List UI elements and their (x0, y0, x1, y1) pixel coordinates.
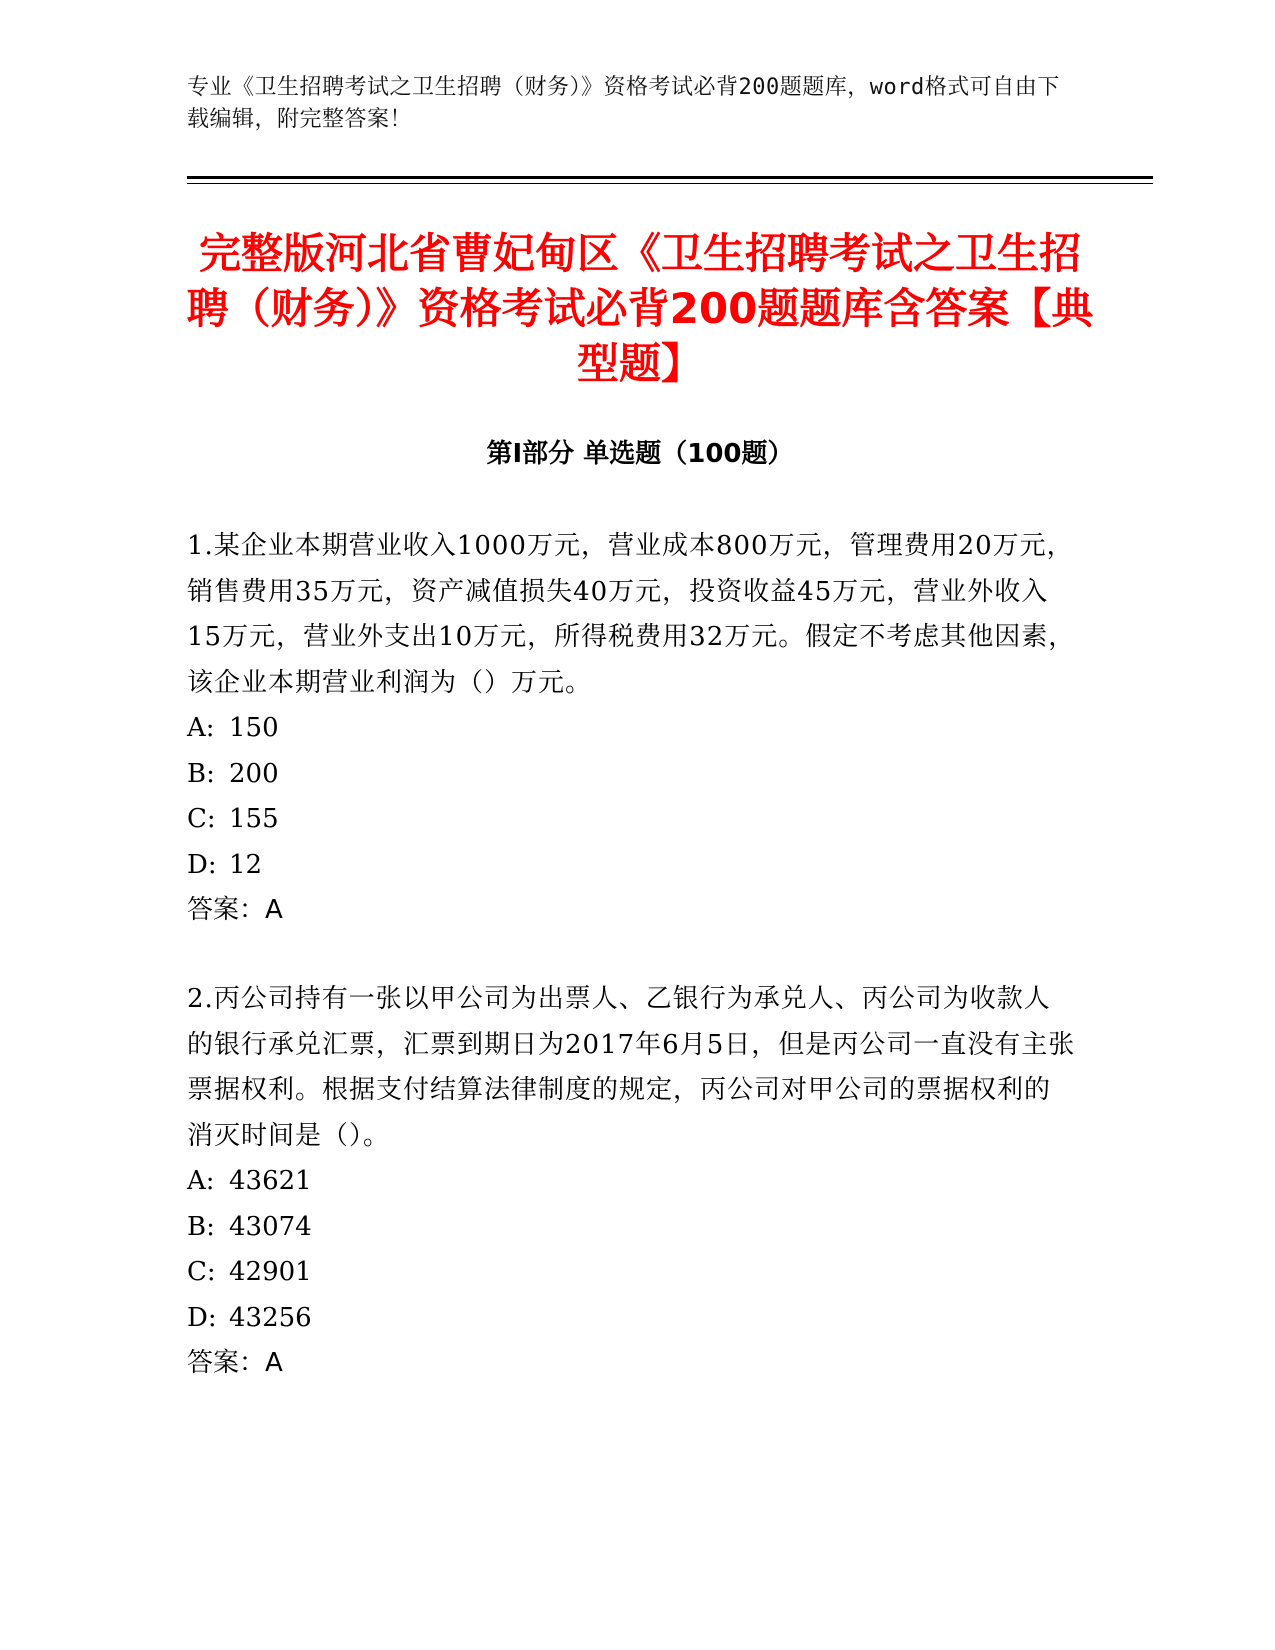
option-a (187, 1159, 1077, 1205)
question-2 (187, 977, 1077, 1387)
answer-line: 答案：A (187, 895, 283, 925)
option-text: 43621 (229, 1166, 312, 1196)
option-a (187, 706, 1077, 752)
option-text: 42901 (229, 1257, 312, 1287)
answer-line: 答案：A (187, 1348, 283, 1378)
header-note: 专业《卫生招聘考试之卫生招聘（财务）》资格考试必背200题题库，word格式可自由下载编辑，附完整答案！ (187, 75, 1060, 132)
header-rule-thin (187, 183, 1153, 184)
option-d (187, 1296, 1077, 1342)
option-letter: D: (187, 1302, 217, 1333)
option-letter: D: (187, 849, 217, 880)
option-c (187, 797, 1077, 843)
question-stem: 2.丙公司持有一张以甲公司为出票人、乙银行为承兑人、丙公司为收款人的银行承兑汇票，汇票到期日为2017年6月5日，但是丙公司一直没有主张票据权利。根据支付结算法律制度的规定，丙公司对甲公司的票据权利的消灭时间是（）。 (187, 984, 1076, 1151)
header-rule-thick (187, 176, 1153, 179)
option-letter: B: (187, 1211, 215, 1242)
option-text: 12 (229, 849, 263, 880)
option-text: 155 (229, 804, 279, 834)
option-text: 200 (229, 758, 279, 789)
option-d (187, 843, 1077, 889)
question-stem: 1.某企业本期营业收入1000万元，营业成本800万元，管理费用20万元，销售费用35万元，资产减值损失40万元，投资收益45万元，营业外收入15万元，营业外支出10万元，所得税费用32万元。假定不考虑其他因素，该企业本期营业利润为（）万元。 (187, 531, 1076, 698)
option-letter: A: (187, 713, 215, 743)
question-1 (187, 524, 1077, 934)
section-heading: 第Ⅰ部分 单选题（100题） (486, 439, 794, 469)
option-text: 150 (229, 713, 279, 743)
option-letter: A: (187, 1166, 215, 1196)
option-b (187, 752, 1077, 798)
option-text: 43074 (229, 1211, 312, 1242)
option-b (187, 1205, 1077, 1251)
option-text: 43256 (229, 1302, 312, 1333)
option-letter: C: (187, 1257, 216, 1287)
option-letter: C: (187, 804, 216, 834)
option-c (187, 1250, 1077, 1296)
option-letter: B: (187, 758, 215, 789)
document-title: 完整版河北省曹妃甸区《卫生招聘考试之卫生招聘（财务）》资格考试必背200题题库含答案【典型题】 (186, 229, 1094, 388)
